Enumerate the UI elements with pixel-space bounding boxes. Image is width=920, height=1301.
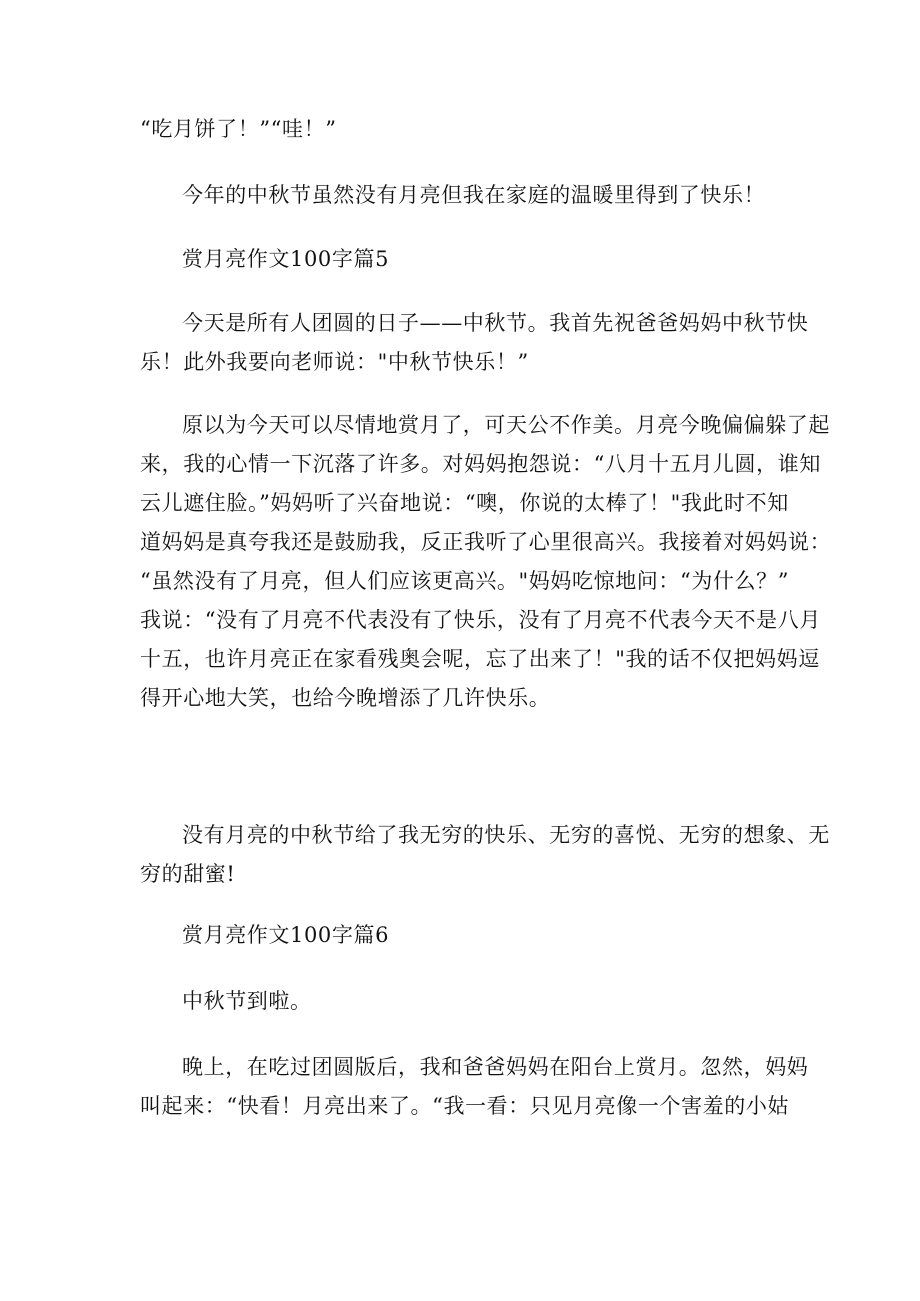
text-line: 云儿遮住脸。”妈妈听了兴奋地说：“噢，你说的太棒了！"我此时不知	[140, 491, 789, 515]
paragraph-intro	[140, 304, 809, 382]
text-line: 叫起来：“快看！月亮出来了。“我一看：只见月亮像一个害羞的小姑	[140, 1094, 790, 1118]
text-line: 穷的甜蜜!	[140, 862, 236, 886]
text-line: 十五，也许月亮正在家看残奥会呢，忘了出来了！"我的话不仅把妈妈逗	[140, 647, 820, 671]
paragraph-conclusion	[140, 176, 780, 215]
text-line: 没有月亮的中秋节给了我无穷的快乐、无穷的喜悦、无穷的想象、无	[182, 823, 830, 847]
text-line: 晚上，在吃过团圆版后，我和爸爸妈妈在阳台上赏月。忽然，妈妈	[182, 1055, 809, 1079]
paragraph-summary	[140, 816, 830, 894]
paragraph-evening	[140, 1048, 809, 1126]
paragraph-opening	[140, 982, 780, 1021]
heading-text: 赏月亮作文100字篇5	[182, 247, 390, 271]
text-line: “虽然没有了月亮，但人们应该更高兴。"妈妈吃惊地问：“为什么？”	[140, 569, 790, 593]
paragraph-dialogue	[140, 110, 780, 149]
text-line: 乐！此外我要向老师说："中秋节快乐！”	[140, 350, 529, 374]
text-line: 原以为今天可以尽情地赏月了，可天公不作美。月亮今晚偏偏躲了起	[182, 413, 830, 437]
text-line: “吃月饼了！”“哇！”	[140, 117, 337, 141]
heading-text: 赏月亮作文100字篇6	[182, 923, 390, 947]
text-line: 今年的中秋节虽然没有月亮但我在家庭的温暖里得到了快乐！	[182, 183, 766, 207]
section-heading-6	[140, 916, 780, 955]
text-line: 中秋节到啦。	[182, 989, 312, 1013]
text-line: 来，我的心情一下沉落了许多。对妈妈抱怨说：“八月十五月儿圆，谁知	[140, 452, 821, 476]
text-line: 我说：“没有了月亮不代表没有了快乐，没有了月亮不代表今天不是八月	[140, 608, 821, 632]
text-line: 得开心地大笑，也给今晚增添了几许快乐。	[140, 686, 551, 710]
text-line: 道妈妈是真夸我还是鼓励我，反正我听了心里很高兴。我接着对妈妈说：	[140, 530, 832, 554]
paragraph-story	[140, 406, 832, 718]
text-line: 今天是所有人团圆的日子——中秋节。我首先祝爸爸妈妈中秋节快	[182, 311, 809, 335]
section-heading-5	[140, 240, 780, 279]
